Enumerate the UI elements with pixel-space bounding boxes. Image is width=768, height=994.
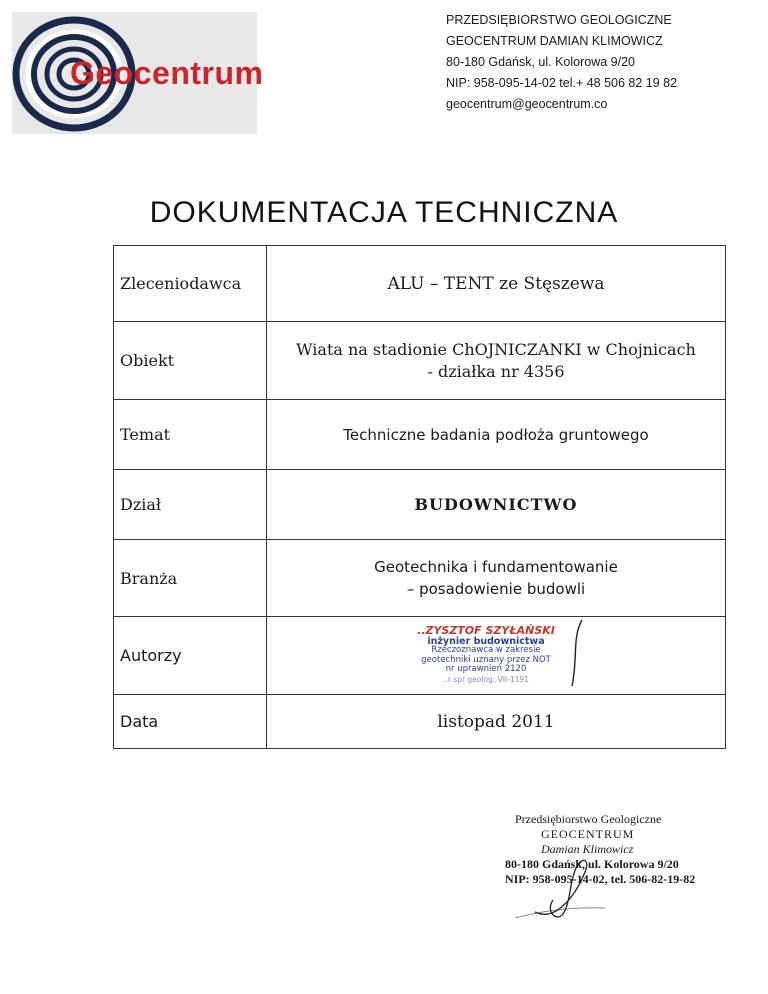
value-branza-line1: Geotechnika i fundamentowanie: [374, 558, 618, 576]
value-data: listopad 2011: [267, 695, 726, 749]
document-title: DOKUMENTACJA TECHNICZNA: [149, 196, 619, 229]
company-header: [446, 10, 677, 115]
table-row: [114, 400, 726, 470]
author-stamp: [399, 624, 574, 686]
label-branza: Branża: [114, 540, 267, 617]
handwritten-signature: [505, 852, 625, 922]
table-row: [114, 470, 726, 540]
value-obiekt-line1: Wiata na stadionie ChOJNICZANKI w Chojnicach: [296, 339, 696, 359]
stamp-line: NIP: 958-095-14-02, tel. 506-82-19-82: [505, 872, 696, 886]
value-branza-line2: – posadowienie budowli: [406, 580, 586, 598]
company-line: PRZEDSIĘBIORSTWO GEOLOGICZNE: [446, 13, 672, 27]
stamp-line: Rzeczoznawca w zakresie: [431, 645, 541, 655]
label-autorzy: Autorzy: [114, 617, 267, 695]
value-branza: [267, 540, 726, 617]
logo: [12, 12, 264, 134]
company-line: NIP: 958-095-14-02 tel.+ 48 506 82 19 82: [446, 76, 678, 90]
value-dzial: BUDOWNICTWO: [267, 470, 726, 540]
signature-stroke-icon: [568, 618, 588, 688]
value-zleceniodawca: ALU – TENT ze Stęszewa: [267, 246, 726, 322]
stamp-line: Przedsiębiorstwo Geologiczne: [515, 812, 662, 826]
value-obiekt: [267, 322, 726, 400]
stamp-line: GEOCENTRUM: [541, 827, 635, 841]
value-temat: Techniczne badania podłoża gruntowego: [267, 400, 726, 470]
stamp-line: 80-180 Gdańsk, ul. Kolorowa 9/20: [505, 857, 679, 871]
label-data: Data: [114, 695, 267, 749]
table-row: [114, 246, 726, 322]
value-autorzy: [267, 617, 726, 695]
label-dzial: Dział: [114, 470, 267, 540]
stamp-line: geotechniki uznany przez NOT: [421, 654, 551, 665]
table-row: [114, 695, 726, 749]
table-row: [114, 540, 726, 617]
info-table: [113, 245, 726, 749]
stamp-line: nr uprawnień 2120: [445, 664, 527, 674]
label-zleceniodawca: Zleceniodawca: [114, 246, 267, 322]
label-temat: Temat: [114, 400, 267, 470]
stamp-line: Damian Klimowicz: [541, 842, 634, 856]
stamp-line: inżynier budownictwa: [427, 635, 545, 647]
table-row: [114, 617, 726, 695]
company-signature-stamp: [505, 812, 735, 887]
stamp-line: ..ZYSZTOF SZYŁAŃSKI: [417, 623, 555, 637]
company-line: 80-180 Gdańsk, ul. Kolorowa 9/20: [446, 55, 636, 69]
table-row: [114, 322, 726, 400]
value-obiekt-line2: - działka nr 4356: [427, 361, 565, 381]
label-obiekt: Obiekt: [114, 322, 267, 400]
company-line: GEOCENTRUM DAMIAN KLIMOWICZ: [446, 34, 663, 48]
logo-text: Geocentrum: [70, 55, 264, 91]
company-email: geocentrum@geocentrum.co: [446, 97, 608, 111]
stamp-line: ..r spr geolog. VII-1191: [443, 674, 529, 684]
